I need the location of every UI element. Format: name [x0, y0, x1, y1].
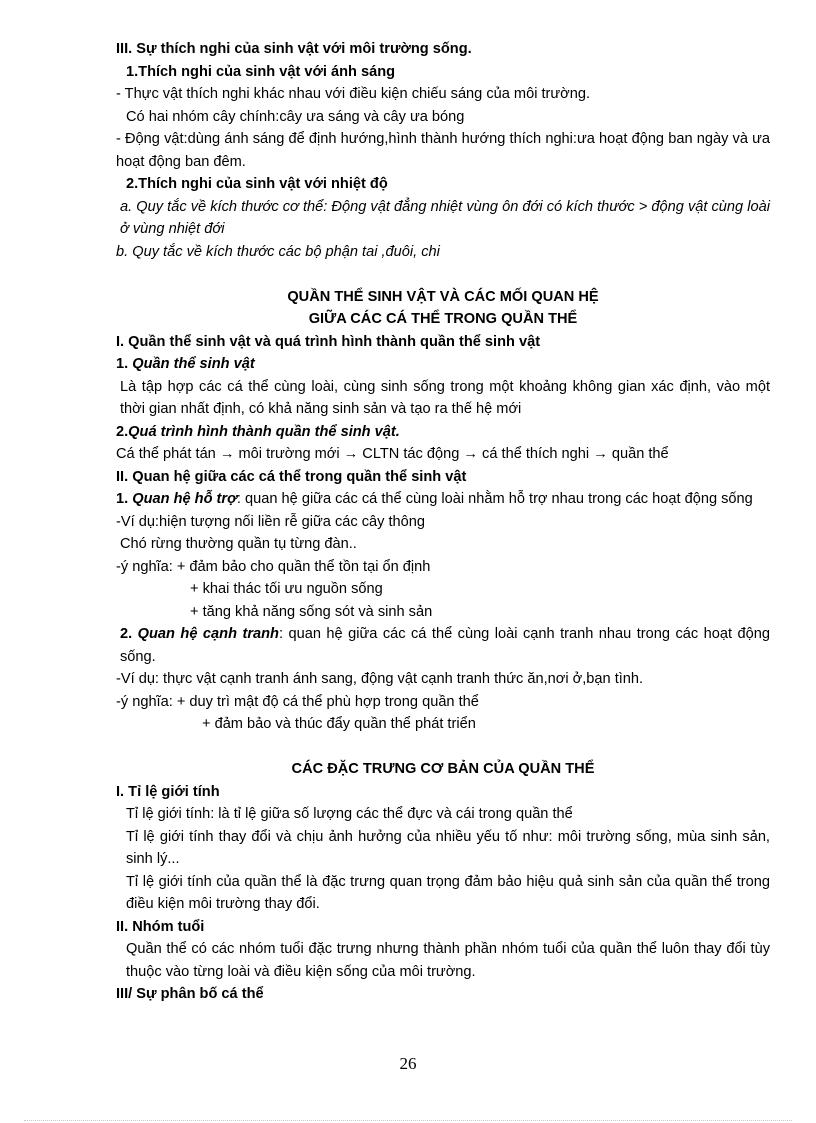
subheading-population: 1. Quần thể sinh vật — [116, 356, 255, 372]
title-population-line1: QUẦN THỂ SINH VẬT VÀ CÁC MỐI QUAN HỆ — [287, 288, 599, 305]
page-number: 26 — [399, 1054, 417, 1073]
paragraph: - Động vật:dùng ánh sáng để định hướng,hình thành hướng thích nghi:ưa hoạt động ban ngày và ưa hoạt động ban đêm. — [116, 131, 770, 170]
meaning-line: -ý nghĩa: + đảm bảo cho quần thể tồn tại ổn định — [116, 558, 431, 575]
example-line: -Ví dụ:hiện tượng nối liền rễ giữa các cây thông — [116, 513, 425, 530]
paragraph: Tỉ lệ giới tính: là tỉ lệ giữa số lượng các thể đực và cái trong quần thể — [126, 806, 573, 822]
formation-flow: Cá thể phát tán → môi trường mới → CLTN tác động → cá thể thích nghi → quần thể — [116, 446, 669, 462]
section-heading: III. Sự thích nghi của sinh vật với môi trường sống. — [116, 41, 472, 57]
section-heading: II. Quan hệ giữa các cá thể trong quần thể sinh vật — [116, 468, 467, 485]
paragraph-rule-b: b. Quy tắc về kích thước các bộ phận tai ,đuôi, chi — [116, 243, 440, 260]
meaning-line: + tăng khả năng sống sót và sinh sản — [190, 603, 433, 620]
title-characteristics: CÁC ĐẶC TRƯNG CƠ BẢN CỦA QUẦN THỂ — [291, 761, 595, 777]
section-heading: III/ Sự phân bố cá thể — [116, 986, 264, 1002]
section-heading: I. Tỉ lệ giới tính — [116, 783, 220, 800]
paragraph-competition: 2. Quan hệ cạnh tranh: quan hệ giữa các cá thể cùng loài cạnh tranh nhau trong các hoạt động sống. — [120, 626, 771, 665]
example-line: Chó rừng thường quần tụ từng đàn.. — [120, 536, 357, 552]
paragraph: Quần thể có các nhóm tuổi đặc trưng nhưng thành phần nhóm tuổi của quần thể luôn thay đổi tùy thuộc vào từng loài và điều kiện sống của môi trường. — [126, 941, 770, 980]
paragraph: Tỉ lệ giới tính của quần thể là đặc trưng quan trọng đảm bảo hiệu quả sinh sản của quần thể trong điều kiện môi trường thay đổi. — [126, 873, 770, 912]
meaning-line: -ý nghĩa: + duy trì mật độ cá thể phù hợp trong quần thể — [116, 693, 479, 710]
example-line: -Ví dụ: thực vật cạnh tranh ánh sang, động vật cạnh tranh thức ăn,nơi ở,bạn tình. — [116, 671, 644, 687]
footer-divider — [24, 1120, 792, 1121]
section-heading: II. Nhóm tuổi — [116, 918, 205, 935]
title-population-line2: GIỮA CÁC CÁ THỂ TRONG QUẦN THỂ — [308, 311, 578, 327]
meaning-line: + đảm bảo và thúc đẩy quần thể phát triển — [202, 716, 476, 732]
paragraph-support: 1. Quan hệ hỗ trợ: quan hệ giữa các cá thể cùng loài nhằm hỗ trợ nhau trong các hoạt động sống — [116, 491, 753, 507]
paragraph: - Thực vật thích nghi khác nhau với điều kiện chiếu sáng của môi trường. — [116, 86, 591, 102]
meaning-line: + khai thác tối ưu nguồn sống — [190, 581, 383, 597]
paragraph-definition: Là tập hợp các cá thể cùng loài, cùng sinh sống trong một khoảng không gian xác định, vào một thời gian nhất định, có khả năng sinh sản và tạo ra thế hệ mới — [120, 378, 770, 417]
paragraph: Có hai nhóm cây chính:cây ưa sáng và cây ưa bóng — [126, 108, 465, 125]
subheading-formation: 2.Quá trình hình thành quần thể sinh vật. — [116, 423, 400, 440]
subheading-light: 1.Thích nghi của sinh vật với ánh sáng — [126, 63, 396, 80]
document-page — [116, 38, 770, 1006]
section-heading: I. Quần thể sinh vật và quá trình hình thành quần thể sinh vật — [116, 333, 541, 350]
paragraph-rule-a: a. Quy tắc về kích thước cơ thể: Động vật đẳng nhiệt vùng ôn đới có kích thước > động vật cùng loài ở vùng nhiệt đới — [120, 198, 770, 237]
paragraph: Tỉ lệ giới tính thay đổi và chịu ảnh hưởng của nhiều yếu tố như: môi trường sống, mùa sinh sản, sinh lý... — [126, 828, 770, 867]
subheading-temperature: 2.Thích nghi của sinh vật với nhiệt độ — [126, 176, 388, 192]
